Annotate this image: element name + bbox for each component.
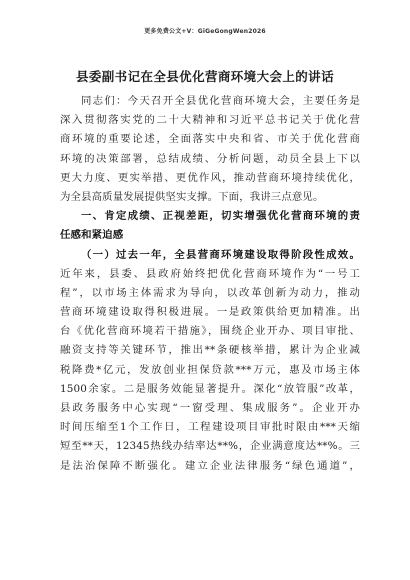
section-heading: 一、肯定成绩、正视差距，切实增强优化营商环境的责 — [81, 210, 360, 223]
paragraph-line: 1500余家。二是服务效能显著提升。深化“放管服”改革， — [60, 382, 360, 395]
paragraph-line: 短至**天，12345热线办结率达**%，企业满意度达**%。三 — [60, 440, 360, 453]
paragraph-line: 同志们：今天召开全县优化营商环境大会，主要任务是 — [81, 95, 360, 107]
header-note: 更多免费公文+V：GiGeGongWen2026 — [144, 28, 266, 35]
paragraph-line: 是法治保障不断强化。建立企业法律服务“绿色通道”， — [60, 459, 360, 472]
document-title: 县委副书记在全县优化营商环境大会上的讲话 — [75, 69, 334, 84]
paragraph-line: 商环境的重要论述，全面落实中央和省、市关于优化营商 — [60, 133, 360, 146]
paragraph-line: 台《优化营商环境若干措施》，围绕企业开办、项目审批、 — [60, 325, 360, 338]
paragraph-line: 融资支持等关键环节，推出**条硬核举措，累计为企业减 — [60, 344, 360, 357]
paragraph-line: 更大力度、更实举措、更优作风，推动营商环境持续优化， — [60, 171, 360, 184]
paragraph-line: 县政务服务中心实现“一窗受理、集成服务”。企业开办 — [60, 402, 360, 414]
paragraph-line: 为全县高质量发展提供坚实支撑。下面，我讲三点意见。 — [60, 190, 324, 203]
paragraph-line: 深入贯彻落实党的二十大精神和习近平总书记关于优化营 — [60, 114, 360, 127]
section-heading: 任感和紧迫感 — [60, 229, 124, 242]
paragraph-line: 营商环境建设取得积极进展。一是政策供给更加精准。出 — [60, 306, 360, 319]
document-body — [60, 92, 360, 476]
paragraph-line: 时间压缩至1个工作日，工程建设项目审批时限由***天缩 — [60, 421, 360, 434]
subsection-heading: （一）过去一年，全县营商环境建设取得阶段性成效。 — [81, 248, 360, 261]
paragraph-line: 近年来，县委、县政府始终把优化营商环境作为“一号工 — [60, 267, 360, 280]
paragraph-line: 程”，以市场主体需求为导向，以改革创新为动力，推动 — [60, 286, 360, 299]
paragraph-line: 环境的决策部署，总结成绩、分析问题，动员全县上下以 — [60, 152, 360, 165]
paragraph-line: 税降费*亿元，发放创业担保贷款***万元，惠及市场主体 — [60, 363, 360, 376]
